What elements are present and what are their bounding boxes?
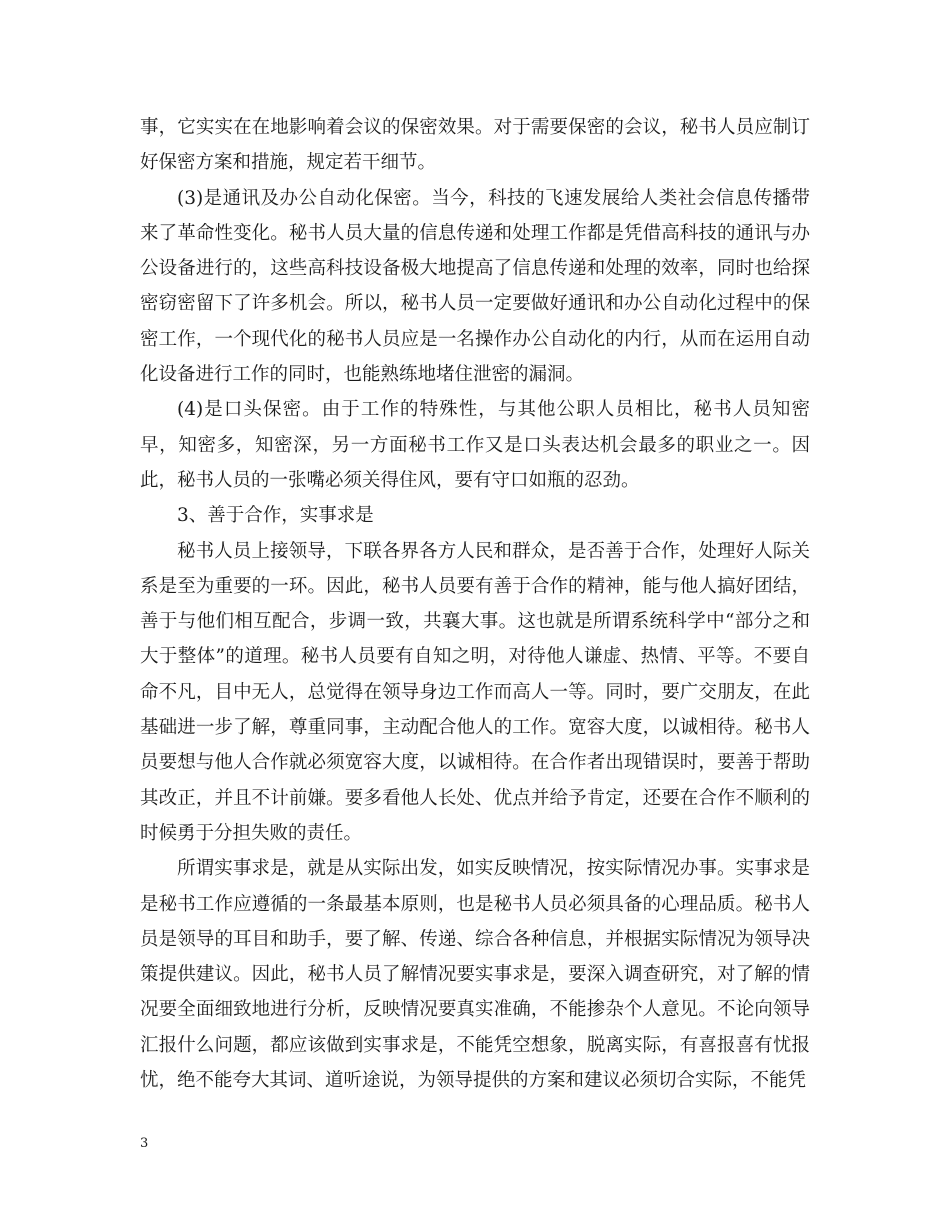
document-body [140, 110, 810, 1098]
paragraph-3: (4)是口头保密。由于工作的特殊性，与其他公职人员相比，秘书人员知密早，知密多，知密深，另一方面秘书工作又是口头表达机会最多的职业之一。因此，秘书人员的一张嘴必须关得住风，要有守口如瓶的忍劲。 [140, 399, 810, 491]
paragraph-4: 秘书人员上接领导，下联各界各方人民和群众，是否善于合作，处理好人际关系是至为重要的一环。因此，秘书人员要有善于合作的精神，能与他人搞好团结，善于与他们相互配合，步调一致，共襄大事。这也就是所谓系统科学中“部分之和大于整体”的道理。秘书人员要有自知之明，对待他人谦虚、热情、平等。不要自命不凡，目中无人，总觉得在领导身边工作而高人一等。同时，要广交朋友，在此基础进一步了解，尊重同事，主动配合他人的工作。宽容大度，以诚相待。秘书人员要想与他人合作就必须宽容大度，以诚相待。在合作者出现错误时，要善于帮助其改正，并且不计前嫌。要多看他人长处、优点并给予肯定，还要在合作不顺利的时候勇于分担失败的责任。 [140, 540, 810, 844]
section-heading: 3、善于合作，实事求是 [177, 505, 374, 527]
paragraph-5: 所谓实事求是，就是从实际出发，如实反映情况，按实际情况办事。实事求是是秘书工作应遵循的一条最基本原则，也是秘书人员必须具备的心理品质。秘书人员是领导的耳目和助手，要了解、传递、综合各种信息，并根据实际情况为领导决策提供建议。因此，秘书人员了解情况要实事求是，要深入调查研究，对了解的情况要全面细致地进行分析，反映情况要真实准确，不能掺杂个人意见。不论向领导汇报什么问题，都应该做到实事求是，不能凭空想象，脱离实际，有喜报喜有忧报忧，绝不能夸大其词、道听途说，为领导提供的方案和建议必须切合实际，不能凭 [140, 858, 810, 1092]
paragraph-1: 事，它实实在在地影响着会议的保密效果。对于需要保密的会议，秘书人员应制订好保密方案和措施，规定若干细节。 [140, 117, 810, 174]
paragraph-2: (3)是通讯及办公自动化保密。当今，科技的飞速发展给人类社会信息传播带来了革命性变化。秘书人员大量的信息传递和处理工作都是凭借高科技的通讯与办公设备进行的，这些高科技设备极大地提高了信息传递和处理的效率，同时也给探密窃密留下了许多机会。所以，秘书人员一定要做好通讯和办公自动化过程中的保密工作，一个现代化的秘书人员应是一名操作办公自动化的内行，从而在运用自动化设备进行工作的同时，也能熟练地堵住泄密的漏洞。 [140, 187, 810, 386]
page-number: 3 [140, 1136, 149, 1151]
